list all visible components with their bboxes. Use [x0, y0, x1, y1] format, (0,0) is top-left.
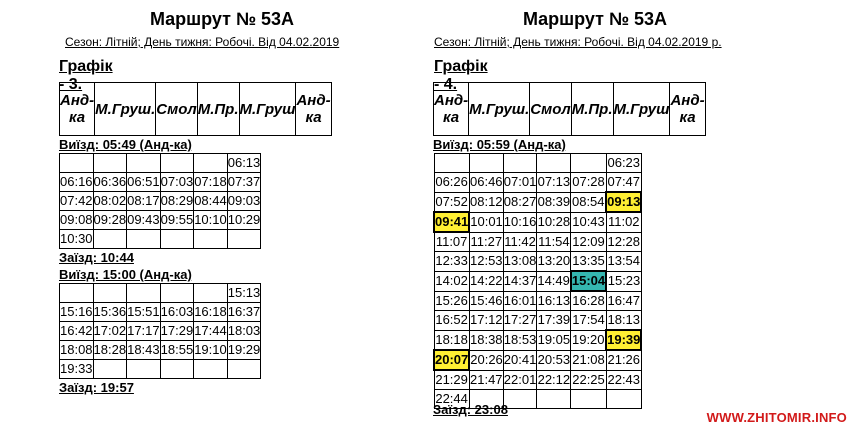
time-cell: 06:51 — [127, 173, 161, 192]
time-cell: 06:36 — [93, 173, 127, 192]
time-cell: 17:27 — [503, 311, 537, 331]
table-row — [60, 192, 261, 211]
time-cell: 10:43 — [571, 212, 606, 232]
time-cell: 07:42 — [60, 192, 94, 211]
route-title: Маршрут № 53А — [522, 9, 668, 29]
time-cell: 17:12 — [469, 311, 503, 331]
time-cell: 08:54 — [571, 192, 606, 212]
time-cell — [571, 154, 606, 173]
time-cell: 19:10 — [194, 341, 228, 360]
column-header: М.Груш — [613, 83, 670, 136]
time-cell: 08:12 — [469, 192, 503, 212]
time-cell: 16:01 — [503, 291, 537, 311]
time-cell: 15:04 — [571, 271, 606, 291]
time-cell: 18:13 — [606, 311, 641, 331]
time-cell — [434, 154, 469, 173]
return-note: Заїзд: 19:57 — [59, 380, 134, 395]
time-cell: 06:23 — [606, 154, 641, 173]
time-cell: 16:03 — [160, 303, 194, 322]
time-cell: 08:29 — [160, 192, 194, 211]
time-cell: 14:02 — [434, 271, 469, 291]
column-header: Анд-ка — [60, 83, 95, 136]
schedule-heading: Графік - 4. — [434, 58, 488, 93]
column-header: М.Пр. — [197, 83, 239, 136]
time-cell: 09:55 — [160, 211, 194, 230]
departure-note: Виїзд: 05:49 (Анд-ка) — [59, 137, 192, 152]
time-cell: 16:18 — [194, 303, 228, 322]
time-cell — [537, 154, 571, 173]
time-cell: 20:41 — [503, 350, 537, 370]
time-cell: 10:30 — [60, 230, 94, 249]
time-cell: 12:09 — [571, 232, 606, 252]
time-cell — [93, 360, 127, 379]
return-note: Заїзд: 23:08 — [433, 402, 508, 417]
table-row — [434, 154, 641, 173]
time-cell — [194, 230, 228, 249]
table-row — [60, 173, 261, 192]
time-cell: 15:23 — [606, 271, 641, 291]
time-cell: 09:03 — [227, 192, 261, 211]
time-cell: 15:51 — [127, 303, 161, 322]
time-cell: 13:20 — [537, 252, 571, 272]
time-cell: 07:28 — [571, 173, 606, 193]
time-cell — [127, 154, 161, 173]
time-cell — [127, 230, 161, 249]
time-cell: 18:53 — [503, 330, 537, 350]
time-cell: 21:26 — [606, 350, 641, 370]
time-cell: 13:54 — [606, 252, 641, 272]
time-cell: 20:53 — [537, 350, 571, 370]
time-cell: 17:44 — [194, 322, 228, 341]
time-cell: 07:13 — [537, 173, 571, 193]
time-cell: 18:03 — [227, 322, 261, 341]
time-cell — [194, 284, 228, 303]
time-cell: 09:08 — [60, 211, 94, 230]
time-cell: 07:01 — [503, 173, 537, 193]
time-cell: 06:46 — [469, 173, 503, 193]
table-row — [434, 192, 641, 212]
time-cell: 11:27 — [469, 232, 503, 252]
time-cell — [93, 284, 127, 303]
column-header: М.Груш — [239, 83, 296, 136]
time-cell: 22:01 — [503, 370, 537, 390]
time-cell: 17:54 — [571, 311, 606, 331]
time-cell: 18:38 — [469, 330, 503, 350]
time-cell: 10:16 — [503, 212, 537, 232]
time-cell — [606, 390, 641, 409]
season-subtitle: Сезон: Літній; День тижня: Робочі. Від 04.02.2019 — [65, 35, 340, 49]
time-cell: 09:13 — [606, 192, 641, 212]
time-cell: 07:37 — [227, 173, 261, 192]
time-cell — [194, 154, 228, 173]
time-cell: 15:36 — [93, 303, 127, 322]
time-cell: 21:08 — [571, 350, 606, 370]
column-header: М.Груш. — [469, 83, 530, 136]
time-cell — [160, 284, 194, 303]
departure-note: Виїзд: 15:00 (Анд-ка) — [59, 267, 192, 282]
time-cell: 16:42 — [60, 322, 94, 341]
time-cell — [537, 390, 571, 409]
table-row — [434, 232, 641, 252]
time-cell: 11:54 — [537, 232, 571, 252]
time-cell: 16:52 — [434, 311, 469, 331]
time-cell: 15:46 — [469, 291, 503, 311]
time-cell: 07:47 — [606, 173, 641, 193]
time-cell: 17:02 — [93, 322, 127, 341]
time-cell: 18:18 — [434, 330, 469, 350]
time-cell: 09:43 — [127, 211, 161, 230]
table-row — [60, 341, 261, 360]
table-row — [60, 303, 261, 322]
time-cell — [227, 360, 261, 379]
time-cell: 10:28 — [537, 212, 571, 232]
time-cell: 17:17 — [127, 322, 161, 341]
time-cell — [227, 230, 261, 249]
time-cell: 07:03 — [160, 173, 194, 192]
time-cell — [503, 154, 537, 173]
table-row — [60, 284, 261, 303]
time-cell — [127, 360, 161, 379]
time-cell — [160, 230, 194, 249]
time-cell: 13:08 — [503, 252, 537, 272]
time-cell: 19:29 — [227, 341, 261, 360]
table-row — [434, 212, 641, 232]
header-row — [60, 83, 332, 136]
time-cell: 10:01 — [469, 212, 503, 232]
time-cell: 08:02 — [93, 192, 127, 211]
time-cell: 18:28 — [93, 341, 127, 360]
time-cell: 21:29 — [434, 370, 469, 390]
time-cell: 20:26 — [469, 350, 503, 370]
time-cell: 20:07 — [434, 350, 469, 370]
time-cell: 07:18 — [194, 173, 228, 192]
table-row — [434, 370, 641, 390]
time-cell: 06:26 — [434, 173, 469, 193]
table-row — [434, 291, 641, 311]
time-cell: 22:12 — [537, 370, 571, 390]
time-cell: 19:20 — [571, 330, 606, 350]
time-cell: 06:16 — [60, 173, 94, 192]
time-cell: 22:43 — [606, 370, 641, 390]
return-note: Заїзд: 10:44 — [59, 250, 134, 265]
column-header: М.Пр. — [571, 83, 613, 136]
time-cell: 14:49 — [537, 271, 571, 291]
time-cell: 22:25 — [571, 370, 606, 390]
timetable — [433, 153, 642, 409]
time-cell: 15:13 — [227, 284, 261, 303]
column-header: Анд-ка — [434, 83, 469, 136]
time-cell: 21:47 — [469, 370, 503, 390]
time-cell: 09:28 — [93, 211, 127, 230]
time-cell: 19:39 — [606, 330, 641, 350]
time-cell: 14:37 — [503, 271, 537, 291]
table-row — [60, 322, 261, 341]
time-cell: 08:44 — [194, 192, 228, 211]
time-cell: 19:33 — [60, 360, 94, 379]
table-row — [60, 211, 261, 230]
time-cell: 16:13 — [537, 291, 571, 311]
table-row — [434, 271, 641, 291]
time-cell: 09:41 — [434, 212, 469, 232]
time-cell: 08:39 — [537, 192, 571, 212]
time-cell: 19:05 — [537, 330, 571, 350]
time-cell: 12:53 — [469, 252, 503, 272]
time-cell: 16:47 — [606, 291, 641, 311]
time-cell — [194, 360, 228, 379]
column-header: Смол — [156, 83, 197, 136]
table-row — [434, 330, 641, 350]
time-cell: 16:28 — [571, 291, 606, 311]
departure-note: Виїзд: 05:59 (Анд-ка) — [433, 137, 566, 152]
table-row — [434, 311, 641, 331]
time-cell: 11:42 — [503, 232, 537, 252]
table-row — [434, 173, 641, 193]
timetable — [59, 153, 261, 249]
time-cell: 18:55 — [160, 341, 194, 360]
time-cell — [127, 284, 161, 303]
time-cell — [60, 284, 94, 303]
time-cell: 10:10 — [194, 211, 228, 230]
time-cell: 11:02 — [606, 212, 641, 232]
time-cell — [469, 154, 503, 173]
time-cell: 16:37 — [227, 303, 261, 322]
time-cell — [571, 390, 606, 409]
time-cell — [503, 390, 537, 409]
time-cell — [160, 360, 194, 379]
timetable — [59, 82, 332, 136]
route-title: Маршрут № 53А — [149, 9, 295, 29]
time-cell — [93, 230, 127, 249]
timetable — [59, 283, 261, 379]
table-row — [60, 360, 261, 379]
time-cell: 06:13 — [227, 154, 261, 173]
time-cell: 17:39 — [537, 311, 571, 331]
time-cell: 15:16 — [60, 303, 94, 322]
column-header: М.Груш. — [95, 83, 156, 136]
time-cell: 17:29 — [160, 322, 194, 341]
time-cell: 11:07 — [434, 232, 469, 252]
column-header: Анд-ка — [296, 83, 331, 136]
time-cell: 12:33 — [434, 252, 469, 272]
table-row — [434, 350, 641, 370]
time-cell: 22:44 — [434, 390, 469, 409]
column-header: Анд-ка — [670, 83, 705, 136]
time-cell: 10:29 — [227, 211, 261, 230]
season-subtitle: Сезон: Літній; День тижня: Робочі. Від 04.02.2019 р. — [434, 35, 722, 49]
time-cell: 18:08 — [60, 341, 94, 360]
time-cell: 18:43 — [127, 341, 161, 360]
time-cell — [60, 154, 94, 173]
time-cell — [93, 154, 127, 173]
time-cell: 08:17 — [127, 192, 161, 211]
table-row — [434, 252, 641, 272]
time-cell: 07:52 — [434, 192, 469, 212]
schedule-heading: Графік - 3. — [59, 58, 113, 93]
time-cell: 08:27 — [503, 192, 537, 212]
header-row — [434, 83, 706, 136]
time-cell: 14:22 — [469, 271, 503, 291]
time-cell — [160, 154, 194, 173]
time-cell: 12:28 — [606, 232, 641, 252]
time-cell: 13:35 — [571, 252, 606, 272]
time-cell: 15:26 — [434, 291, 469, 311]
timetable — [433, 82, 706, 136]
watermark: WWW.ZHITOMIR.INFO — [706, 410, 847, 425]
table-row — [60, 154, 261, 173]
column-header: Смол — [530, 83, 571, 136]
table-row — [60, 230, 261, 249]
